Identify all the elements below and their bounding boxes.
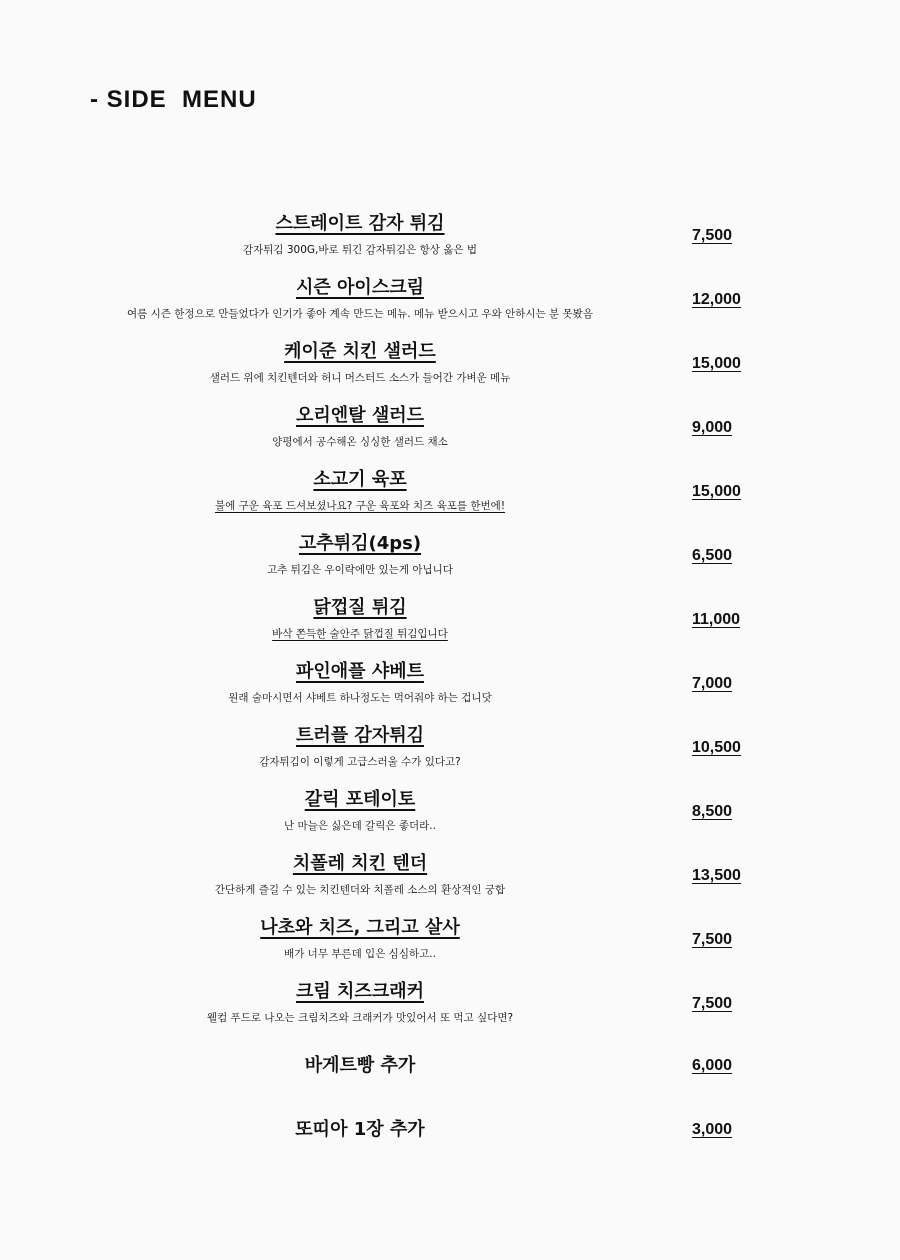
menu-item-price: 15,000 bbox=[692, 355, 741, 372]
menu-item-name: 바게트빵 추가 bbox=[304, 1055, 416, 1076]
page-title: - SIDE MENU bbox=[90, 86, 257, 113]
menu-item-description: 원래 술마시면서 샤베트 하나정도는 먹어줘야 하는 겁니닷 bbox=[228, 692, 492, 704]
menu-item bbox=[0, 917, 900, 981]
menu-item-description: 난 마늘은 싫은데 갈릭은 좋더라.. bbox=[284, 820, 436, 832]
menu-item bbox=[0, 341, 900, 405]
menu-item-price: 7,000 bbox=[692, 675, 733, 692]
menu-item bbox=[0, 405, 900, 469]
menu-item-description: 감자튀김 300G,바로 튀긴 감자튀김은 항상 옳은 법 bbox=[242, 244, 478, 256]
menu-item-name: 스트레이트 감자 튀김 bbox=[275, 213, 445, 234]
menu-item-description: 샐러드 위에 치킨텐더와 허니 머스터드 소스가 들어간 가벼운 메뉴 bbox=[209, 372, 511, 384]
menu-item-price: 3,000 bbox=[692, 1121, 733, 1138]
menu-item-price: 6,500 bbox=[692, 547, 733, 564]
menu-item bbox=[0, 533, 900, 597]
menu-item bbox=[0, 1109, 900, 1173]
menu-item-name: 고추튀김(4ps) bbox=[298, 533, 422, 554]
menu-item-name: 갈릭 포테이토 bbox=[304, 789, 416, 810]
menu-item-price: 7,500 bbox=[692, 995, 733, 1012]
menu-item-description: 양평에서 공수해온 싱싱한 샐러드 채소 bbox=[272, 436, 448, 448]
menu-item bbox=[0, 725, 900, 789]
menu-item-name: 소고기 육포 bbox=[313, 469, 407, 490]
menu-item bbox=[0, 469, 900, 533]
menu-item-description: 고추 튀김은 우이락에만 있는게 아닙니다 bbox=[267, 564, 453, 576]
menu-item bbox=[0, 597, 900, 661]
menu-item bbox=[0, 1045, 900, 1109]
menu-item-price: 7,500 bbox=[692, 931, 733, 948]
menu-item-price: 15,000 bbox=[692, 483, 741, 500]
menu-item-description: 웰컴 푸드로 나오는 크림치즈와 크래커가 맛있어서 또 먹고 싶다면? bbox=[206, 1012, 514, 1024]
menu-item bbox=[0, 789, 900, 853]
menu-item-description: 감자튀김이 이렇게 고급스러울 수가 있다고? bbox=[259, 756, 461, 768]
menu-item-description: 배가 너무 부른데 입은 심심하고.. bbox=[284, 948, 436, 960]
menu-item bbox=[0, 277, 900, 341]
menu-item-name: 닭껍질 튀김 bbox=[313, 597, 407, 618]
menu-item-name: 치폴레 치킨 텐더 bbox=[292, 853, 428, 874]
menu-item-price: 6,000 bbox=[692, 1057, 733, 1074]
menu-item-price: 13,500 bbox=[692, 867, 741, 884]
menu-item-name: 시즌 아이스크림 bbox=[296, 277, 424, 298]
menu-item-price: 7,500 bbox=[692, 227, 733, 244]
menu-item-price: 10,500 bbox=[692, 739, 741, 756]
menu-item-description: 여름 시즌 한정으로 만들었다가 인기가 좋아 계속 만드는 메뉴. 메뉴 받으시고 우와 안하시는 분 못봤음 bbox=[127, 308, 593, 320]
menu-item-name: 오리엔탈 샐러드 bbox=[296, 405, 424, 426]
menu-item-name: 나초와 치즈, 그리고 살사 bbox=[260, 917, 460, 938]
menu-item-name: 트러플 감자튀김 bbox=[296, 725, 424, 746]
menu-item-price: 12,000 bbox=[692, 291, 741, 308]
menu-item-name: 케이준 치킨 샐러드 bbox=[284, 341, 436, 362]
menu-item-description: 바삭 쫀득한 술안주 닭껍질 튀김입니다 bbox=[272, 628, 448, 640]
menu-item-name: 또띠아 1장 추가 bbox=[295, 1119, 425, 1140]
menu-item-description: 간단하게 즐길 수 있는 치킨텐더와 치폴레 소스의 환상적인 궁합 bbox=[214, 884, 506, 896]
menu-item bbox=[0, 853, 900, 917]
menu-item bbox=[0, 981, 900, 1045]
menu-item-description: 불에 구운 육포 드셔보셨나요? 구운 육포와 치즈 육포를 한번에! bbox=[214, 500, 506, 512]
menu-item bbox=[0, 213, 900, 277]
menu-item-name: 크림 치즈크래커 bbox=[296, 981, 424, 1002]
menu-item bbox=[0, 661, 900, 725]
menu-item-name: 파인애플 샤베트 bbox=[296, 661, 424, 682]
menu-item-price: 11,000 bbox=[692, 611, 741, 628]
menu-item-price: 9,000 bbox=[692, 419, 733, 436]
menu-item-price: 8,500 bbox=[692, 803, 733, 820]
